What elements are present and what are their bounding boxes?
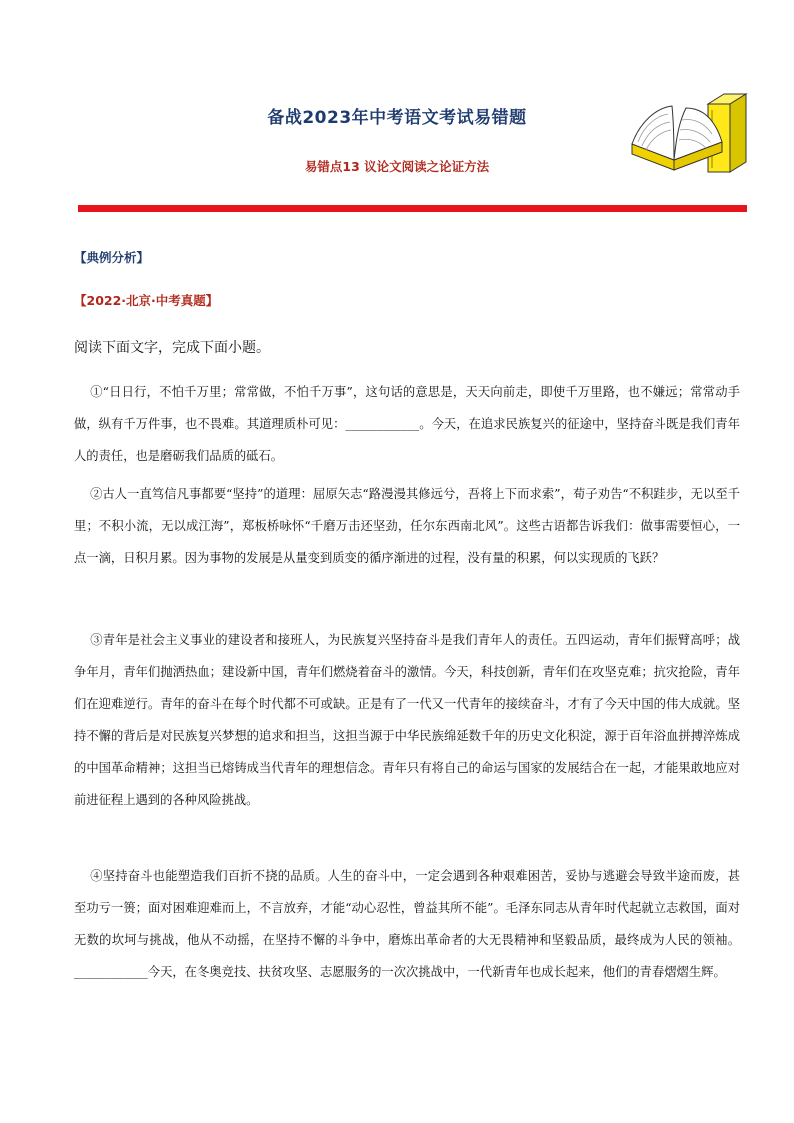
open-book-icon	[626, 86, 752, 182]
paragraph-1	[74, 376, 740, 472]
paragraph-2	[74, 478, 740, 574]
paragraph-3-text: ③青年是社会主义事业的建设者和接班人，为民族复兴坚持奋斗是我们青年人的责任。五四运动，青年们振臂高呼；战争年月，青年们抛洒热血；建设新中国，青年们燃烧着奋斗的激情。今天，科技创新，青年们在攻坚克难；抗灾抢险，青年们在迎难逆行。青年的奋斗在每个时代都不可或缺。正是有了一代又一代青年的接续奋斗，才有了今天中国的伟大成就。坚持不懈的背后是对民族复兴梦想的追求和担当，这担当源于中华民族绵延数千年的历史文化积淀，源于百年浴血拼搏淬炼成的中国革命精神；这担当已熔铸成当代青年的理想信念。青年只有将自己的命运与国家的发展结合在一起，才能果敢地应对前进征程上遇到的各种风险挑战。	[74, 633, 740, 807]
source-label: 【2022·北京·中考真题】	[74, 293, 219, 308]
paragraph-3	[74, 624, 740, 816]
paragraph-2-text: ②古人一直笃信凡事都要“坚持”的道理：屈原矢志“路漫漫其修远兮，吾将上下而求索”，荀子劝告“不积跬步，无以至千里；不积小流，无以成江海”，郑板桥咏怀“千磨万击还坚劲，任尔东西南北风”。这些古语都告诉我们：做事需要恒心，一点一滴，日积月累。因为事物的发展是从量变到质变的循序渐进的过程，没有量的积累，何以实现质的飞跃？	[74, 487, 740, 565]
paragraph-1-text: ①“日日行，不怕千万里；常常做，不怕千万事”，这句话的意思是，天天向前走，即使千万里路，也不嫌远；常常动手做，纵有千万件事，也不畏难。其道理质朴可见：____________。今天，在追求民族复兴的征途中，坚持奋斗既是我们青年人的责任，也是磨砺我们品质的砥石。	[74, 385, 740, 463]
document-title: 备战2023年中考语文考试易错题	[267, 108, 527, 128]
paragraph-4	[74, 860, 740, 988]
section-label: 【典例分析】	[74, 250, 150, 265]
paragraph-4-text: ④坚持奋斗也能塑造我们百折不挠的品质。人生的奋斗中，一定会遇到各种艰难困苦，妥协与逃避会导致半途而废，甚至功亏一篑；面对困难迎难而上，不言放弃，才能“动心忍性，曾益其所不能”。毛泽东同志从青年时代起就立志救国，面对无数的坎坷与挑战，他从不动摇，在坚持不懈的斗争中，磨炼出革命者的大无畏精神和坚毅品质，最终成为人民的领袖。____________今天，在冬奥竞技、扶贫攻坚、志愿服务的一次次挑战中，一代新青年也成长起来，他们的青春熠熠生辉。	[74, 869, 740, 979]
document-subtitle: 易错点13 议论文阅读之论证方法	[304, 159, 490, 174]
instruction-text: 阅读下面文字，完成下面小题。	[74, 340, 270, 356]
header-divider	[78, 205, 747, 212]
